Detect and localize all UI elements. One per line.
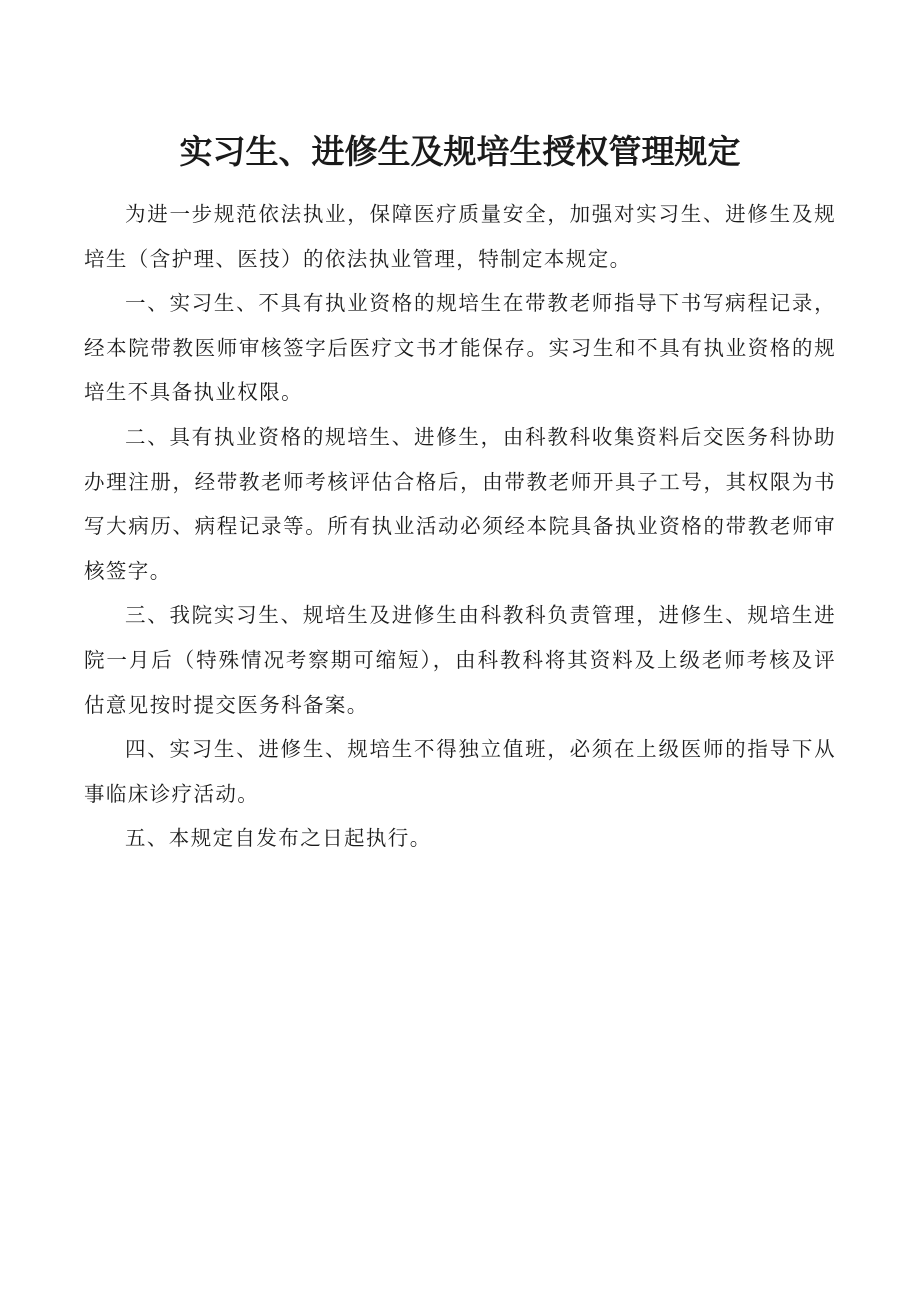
paragraph-clause-5: 五、本规定自发布之日起执行。	[125, 826, 432, 851]
paragraph-clause-2: 二、具有执业资格的规培生、进修生，由科教科收集资料后交医务科协助办理注册，经带教老师考核评估合格后，由带教老师开具子工号，其权限为书写大病历、病程记录等。所有执业活动必须经本院具备执业资格的带教老师审核签字。	[84, 424, 836, 583]
paragraph-intro: 为进一步规范依法执业，保障医疗质量安全，加强对实习生、进修生及规培生（含护理、医技）的依法执业管理，特制定本规定。	[84, 202, 836, 271]
paragraph-clause-4: 四、实习生、进修生、规培生不得独立值班，必须在上级医师的指导下从事临床诊疗活动。	[84, 737, 836, 806]
paragraph-clause-1: 一、实习生、不具有执业资格的规培生在带教老师指导下书写病程记录，经本院带教医师审核签字后医疗文书才能保存。实习生和不具有执业资格的规培生不具备执业权限。	[84, 291, 836, 405]
document-body	[84, 192, 836, 861]
paragraph-clause-3: 三、我院实习生、规培生及进修生由科教科负责管理，进修生、规培生进院一月后（特殊情况考察期可缩短），由科教科将其资料及上级老师考核及评估意见按时提交医务科备案。	[84, 603, 836, 717]
document-title: 实习生、进修生及规培生授权管理规定	[179, 132, 741, 171]
